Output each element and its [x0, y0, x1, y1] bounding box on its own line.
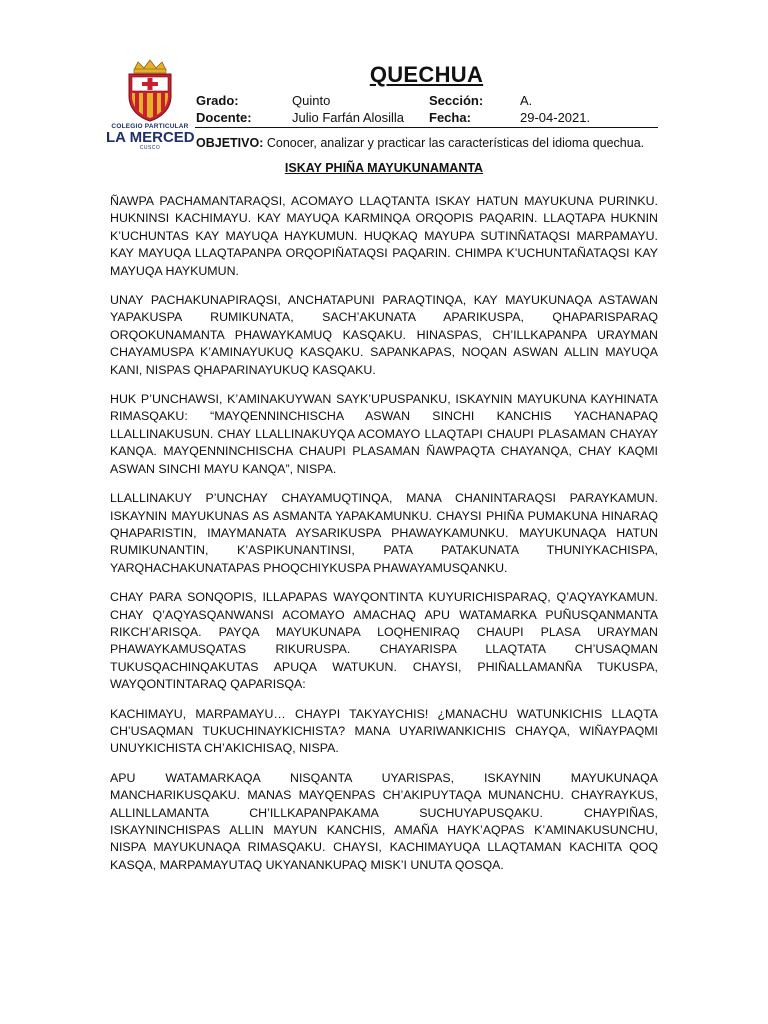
paragraph: KACHIMAYU, MARPAMAYU… CHAYPI TAKYAYCHIS! ¿MANACHU WATUNKICHIS LLAQTA CH’USAQMAN TUKUCHINAYKICHISTA? MANA UYARIWANKICHIS CHAYQA, WIÑAYPAQMI UNUYKICHISTA CH’AKICHISAQ, NISPA.	[110, 706, 658, 756]
logo-line-2: LA MERCED	[106, 129, 195, 146]
seccion-value: A.	[520, 93, 533, 108]
paragraph: CHAY PARA SONQOPIS, ILLAPAPAS WAYQONTINTA KUYURICHISPARAQ, Q’AQYAYKAMUN. CHAY Q’AQYASQANWANSI ACOMAYO AMACHAQ APU WATAMARKA PUÑUSQANMANTA RIKCH’ARISQA. PAYQA MAYUKUNAPA LOQHENIRAQ CHAUPI PLASA URAYMAN PHAWAYKAMUSQATAS RIKURUSPA. CHAYARISPA LLAQTATA CH’USAQMAN TUKUSQACHINQAKUTAS APUQA WATUKUN. CHAYSI, PHIÑALLAMANÑA TUKUSPA, WAYQONTINTARAQ QAPARISQA:	[110, 590, 658, 692]
header-divider	[195, 127, 658, 128]
reading-title: ISKAY PHIÑA MAYUKUNAMANTA	[284, 161, 484, 175]
paragraph: LLALLINAKUY P’UNCHAY CHAYAMUQTINQA, MANA CHANINTARAQSI PARAYKAMUN. ISKAYNIN MAYUKUNAS AS ASMANTA YAPAKAMUNKU. CHAYSI PHIÑA PUMAKUNA HINARAQ QHAPARISTIN, IMAYMANATA AYSARIKUSPA PHAWAYKAMUNKU. MAYUKUNAQA HATUN RUMIKUNANTIN, K’ASPIKUNANTINSI, PATA PATAKUNATA THUNIYKACHISPA, YARQHACHAKUNATAPAS PHOQCHIYKUSPA PHAWAYAMUSQANKU.	[110, 491, 658, 575]
logo-line-1: COLEGIO PARTICULAR	[111, 123, 189, 130]
grado-label: Grado:	[196, 93, 239, 108]
paragraph: APU WATAMARKAQA NISQANTA UYARISPAS, ISKAYNIN MAYUKUNAQA MANCHARIKUSQAKU. MANAS MAYQENPAS CH’AKIPUYTAQA MUNANCHU. CHAYRAYKUS, ALLINLLAMANTA CH’ILLKAPANPAKAMA SUCHUYAPUSQAKU. CHAYPIÑAS, ISKAYNINCHISPAS ALLIN MAYUN KANCHIS, AMAÑA HAYK’AQPAS K’AMINAKUSUNCHU, NISPA MAYUKUNAQA RIMASQAKU. CHAYSI, KACHIMAYUQA LLAQTAMAN KACHITA QOQ KASQA, MARPAMAYUTAQ UKYANANKUPAQ MISK’I UNUTA QOSQA.	[110, 770, 658, 872]
reading-body	[110, 193, 658, 886]
docente-label: Docente:	[196, 110, 252, 125]
grado-value: Quinto	[292, 93, 331, 108]
seccion-label: Sección:	[429, 93, 484, 108]
page-title: QUECHUA	[369, 62, 484, 87]
objective-line	[196, 136, 644, 150]
objetivo-label: OBJETIVO:	[196, 136, 264, 150]
paragraph: ÑAWPA PACHAMANTARAQSI, ACOMAYO LLAQTANTA ISKAY HATUN MAYUKUNA PURINKU. HUKNINSI KACHIMAYU. KAY MAYUQA KARMINQA ORQOPIS PAQARIN. LLAQTAPA HUKNIN K’UCHUNTAS KAY MAYUQA HAYKUMUN. HUQKAQ MAYUPA SUTINÑATAQSI MARPAMAYU. KAY MAYUQA LLAQTAPANPA ORQOPIÑATAQSI PAQARIN. CHIMPA K’UCHUNTAÑATAQSI KAY MAYUQA HAYKUMUN.	[110, 194, 658, 278]
fecha-label: Fecha:	[429, 110, 471, 125]
fecha-value: 29-04-2021.	[520, 110, 591, 125]
logo-line-3: CUSCO	[139, 145, 161, 151]
paragraph: HUK P’UNCHAWSI, K’AMINAKUYWAN SAYK’UPUSPANKU, ISKAYNIN MAYUKUNA KAYHINATA RIMASQAKU: “MAYQENNINCHISCHA ASWAN SINCHI KANCHIS YACHANAPAQ LLALLINAKUSUN. CHAY LLALLINAKUYQA ACOMAYO LLAQTAPI CHAUPI PLASAMAN CHAYAY KANQA. MAYQENNINCHISCHA CHAUPI PLASAMAN ÑAWPAQTA CHAYANQA, CHAY KAQMI ASWAN SINCHI MAYU KANQA”, NISPA.	[110, 392, 658, 476]
paragraph: UNAY PACHAKUNAPIRAQSI, ANCHATAPUNI PARAQTINQA, KAY MAYUKUNAQA ASTAWAN YAPAKUSPA RUMIKUNATA, SACH’AKUNATA APARIKUSPA, QHAPARISPARAQ ORQOKUNAMANTA PHAWAYKAMUQ KASQAKU. HINASPAS, CH’ILLKAPANPA URAYMAN CHAYAMUSPA K’AMINAYUKUQ KASQAKU. SAPANKAPAS, NOQAN ASWAN ALLIN MAYUQA KANI, NISPAS QHAPARINAYUKUQ KASQAKU.	[110, 293, 658, 377]
objetivo-text: Conocer, analizar y practicar las características del idioma quechua.	[263, 136, 645, 150]
docente-value: Julio Farfán Alosilla	[292, 110, 404, 125]
